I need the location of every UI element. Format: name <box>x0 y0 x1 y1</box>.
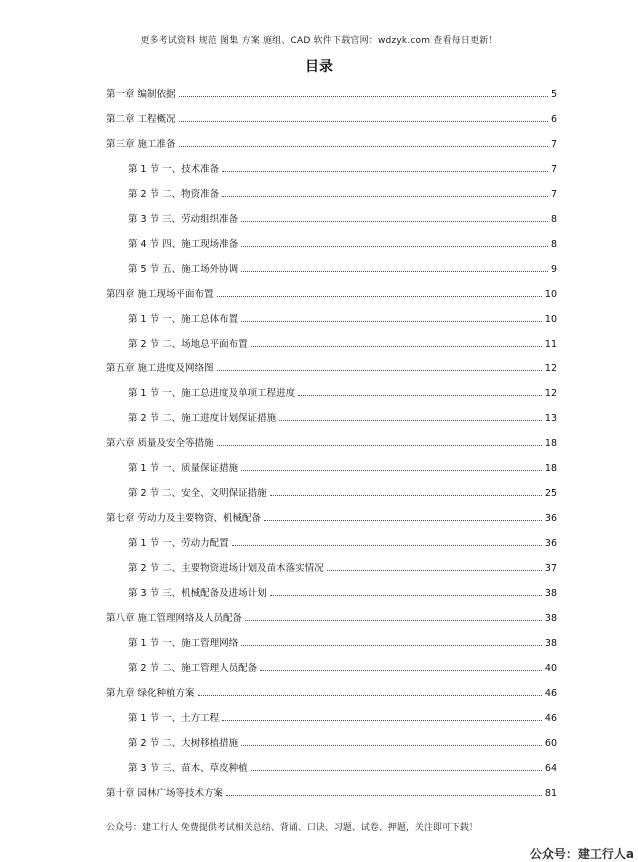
toc-page-number: 11 <box>544 338 557 350</box>
toc-page-number: 8 <box>550 213 557 225</box>
toc-entry-label: 第 2 节 二、物资准备 <box>128 188 220 200</box>
toc-page-number: 60 <box>544 737 557 749</box>
dot-leader <box>264 519 542 521</box>
toc-entry-label: 第 1 节 一、技术准备 <box>128 163 220 175</box>
dot-leader <box>241 644 542 646</box>
dot-leader <box>279 419 542 421</box>
dot-leader <box>241 220 548 222</box>
toc-chapter-entry[interactable] <box>106 134 557 150</box>
toc-chapter-entry[interactable] <box>106 433 557 449</box>
dot-leader <box>232 544 542 546</box>
dot-leader <box>226 794 542 796</box>
toc-entry-label: 第 5 节 五、施工场外协调 <box>128 263 239 275</box>
toc-section-entry[interactable] <box>128 708 557 724</box>
toc-entry-label: 第 1 节 一、施工管理网络 <box>128 637 239 649</box>
dot-leader <box>270 594 542 596</box>
toc-chapter-entry[interactable] <box>106 683 557 699</box>
toc-page-number: 7 <box>550 163 557 175</box>
toc-entry-label: 第十章 园林广场等技术方案 <box>106 787 224 799</box>
dot-leader <box>241 270 548 272</box>
toc-entry-label: 第七章 劳动力及主要物资、机械配备 <box>106 513 262 525</box>
toc-entry-label: 第 1 节 一、施工总体布置 <box>128 313 239 325</box>
dot-leader <box>241 245 548 247</box>
toc-chapter-entry[interactable] <box>106 608 557 624</box>
watermark-text: 公众号：建工行人a <box>529 847 634 861</box>
toc-entry-label: 第八章 施工管理网络及人员配备 <box>106 612 243 624</box>
toc-page-number: 81 <box>544 787 557 799</box>
toc-section-entry[interactable] <box>128 309 557 325</box>
toc-chapter-entry[interactable] <box>106 284 557 300</box>
dot-leader <box>241 744 542 746</box>
dot-leader <box>241 469 542 471</box>
dot-leader <box>270 494 542 496</box>
toc-entry-label: 第 3 节 三、苗木、草皮种植 <box>128 762 248 774</box>
toc-page-number: 8 <box>550 238 557 250</box>
toc-chapter-entry[interactable] <box>106 109 557 125</box>
toc-entry-label: 第 2 节 二、施工管理人员配备 <box>128 662 258 674</box>
toc-entry-label: 第 3 节 三、劳动组织准备 <box>128 213 239 225</box>
toc-section-entry[interactable] <box>128 533 557 549</box>
toc-page-number: 36 <box>544 538 557 550</box>
toc-section-entry[interactable] <box>128 758 557 774</box>
toc-entry-label: 第九章 绿化种植方案 <box>106 687 195 699</box>
dot-leader <box>222 195 548 197</box>
dot-leader <box>217 369 542 371</box>
dot-leader <box>179 95 548 97</box>
toc-page-number: 13 <box>544 413 557 425</box>
toc-page-number: 18 <box>544 438 557 450</box>
toc-page-number: 10 <box>544 288 557 300</box>
toc-page-number: 64 <box>544 762 557 774</box>
toc-page-number: 10 <box>544 313 557 325</box>
toc-section-entry[interactable] <box>128 259 557 275</box>
toc-page-number: 38 <box>544 612 557 624</box>
dot-leader <box>251 345 542 347</box>
toc-page-number: 37 <box>544 563 557 575</box>
toc-page-number: 36 <box>544 513 557 525</box>
toc-chapter-entry[interactable] <box>106 84 557 100</box>
dot-leader <box>222 719 542 721</box>
toc-section-entry[interactable] <box>128 184 557 200</box>
toc-entry-label: 第 3 节 三、机械配备及进场计划 <box>128 588 267 599</box>
toc-entry-label: 第四章 施工现场平面布置 <box>106 288 214 300</box>
toc-page-number: 18 <box>544 463 557 475</box>
toc-chapter-entry[interactable] <box>106 783 557 799</box>
toc-entry-label: 第 1 节 一、质量保证措施 <box>128 463 239 475</box>
toc-page-number: 7 <box>550 138 557 150</box>
dot-leader <box>241 320 542 322</box>
toc-section-entry[interactable] <box>128 209 557 225</box>
toc-section-entry[interactable] <box>128 558 557 574</box>
toc-page-number: 38 <box>544 588 557 599</box>
toc-chapter-entry[interactable] <box>106 508 557 524</box>
toc-section-entry[interactable] <box>128 633 557 649</box>
toc-section-entry[interactable] <box>128 733 557 749</box>
dot-leader <box>260 669 542 671</box>
dot-leader <box>251 769 542 771</box>
toc-section-entry[interactable] <box>128 159 557 175</box>
toc-section-entry[interactable] <box>128 408 557 424</box>
toc-page-number: 38 <box>544 637 557 649</box>
toc-entry-label: 第一章 编制依据 <box>106 89 176 100</box>
dot-leader <box>222 170 548 172</box>
toc-chapter-entry[interactable] <box>106 358 557 374</box>
toc-section-entry[interactable] <box>128 383 557 399</box>
toc-page-number: 7 <box>550 188 557 200</box>
header-banner: 更多考试资料 规范 图集 方案 施组、CAD 软件下载官网：wdzyk.com 查看每日更新！ <box>140 36 498 46</box>
toc-page-number: 40 <box>544 662 557 674</box>
toc-entry-label: 第六章 质量及安全等措施 <box>106 438 214 450</box>
dot-leader <box>298 394 542 396</box>
toc-page-number: 9 <box>550 263 557 275</box>
toc-entry-label: 第 1 节 一、土方工程 <box>128 712 220 724</box>
toc-section-entry[interactable] <box>128 658 557 674</box>
dot-leader <box>179 120 548 122</box>
toc-section-entry[interactable] <box>128 334 557 350</box>
dot-leader <box>245 619 542 621</box>
toc-entry-label: 第 1 节 一、劳动力配置 <box>128 538 229 550</box>
toc-entry-label: 第 4 节 四、施工现场准备 <box>128 238 239 250</box>
toc-page-number: 25 <box>544 488 557 500</box>
toc-page-number: 12 <box>544 363 557 375</box>
toc-entry-label: 第 2 节 二、施工进度计划保证措施 <box>128 413 277 425</box>
footer-note: 公众号：建工行人 免费提供考试相关总结、背诵、口诀、习题、试卷、押题，关注即可下载！ <box>106 823 478 833</box>
dot-leader <box>217 295 542 297</box>
toc-entry-label: 第五章 施工进度及网络图 <box>106 363 214 375</box>
toc-entry-label: 第 2 节 二、场地总平面布置 <box>128 338 248 350</box>
toc-section-entry[interactable] <box>128 483 557 499</box>
dot-leader <box>327 569 542 571</box>
dot-leader <box>198 694 542 696</box>
toc-page-number: 46 <box>544 687 557 699</box>
toc-entry-label: 第 2 节 二、大树移植措施 <box>128 737 239 749</box>
toc-entry-label: 第 2 节 二、安全、文明保证措施 <box>128 488 267 500</box>
dot-leader <box>217 444 542 446</box>
toc-page-number: 5 <box>550 89 557 100</box>
toc-entry-label: 第 1 节 一、施工总进度及单项工程进度 <box>128 388 296 400</box>
dot-leader <box>179 145 548 147</box>
toc-page-number: 46 <box>544 712 557 724</box>
toc-section-entry[interactable] <box>128 234 557 250</box>
toc-entry-label: 第 2 节 二、主要物资进场计划及苗木落实情况 <box>128 563 324 575</box>
toc-entry-label: 第三章 施工准备 <box>106 138 176 150</box>
toc-section-entry[interactable] <box>128 583 557 599</box>
page-title: 目录 <box>305 59 333 75</box>
toc-entry-label: 第二章 工程概况 <box>106 113 176 125</box>
toc-page-number: 12 <box>544 388 557 400</box>
toc-section-entry[interactable] <box>128 458 557 474</box>
toc-page-number: 6 <box>550 113 557 125</box>
